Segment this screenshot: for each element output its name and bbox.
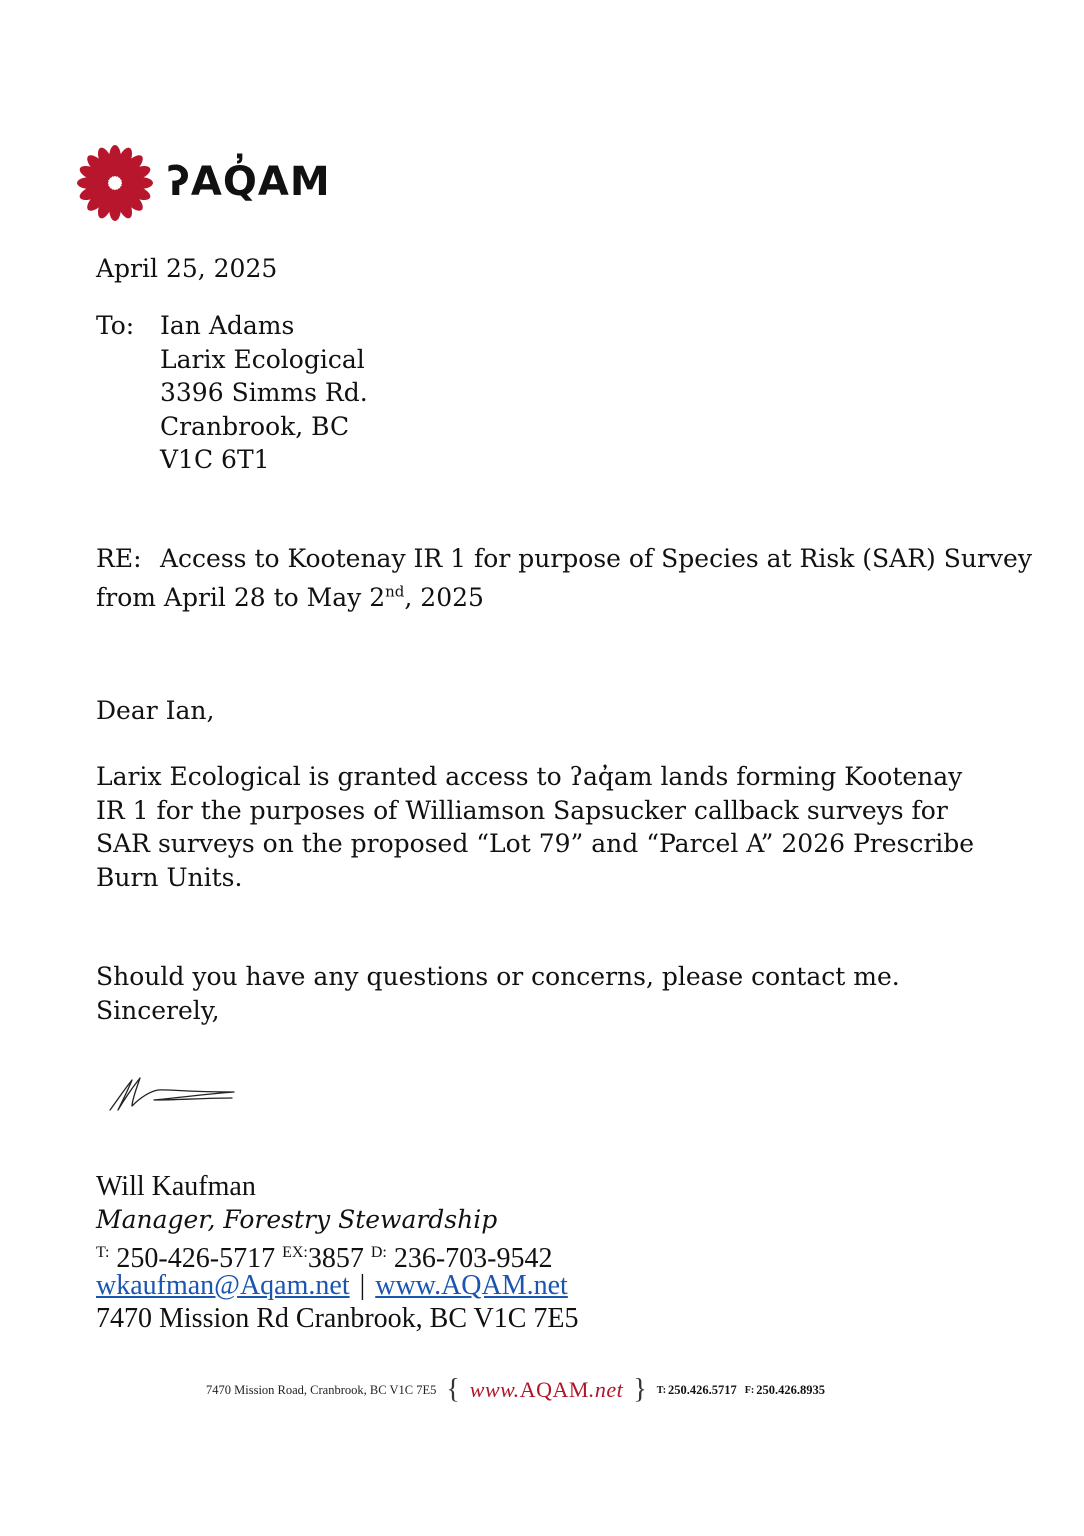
to-label: To: xyxy=(96,311,135,340)
handwritten-signature-icon xyxy=(106,1068,240,1116)
sender-title: Manager, Forestry Stewardship xyxy=(96,1205,498,1234)
recipient-street: 3396 Simms Rd. xyxy=(160,378,368,407)
recipient-city: Cranbrook, BC xyxy=(160,411,350,441)
phone-extension: 3857 xyxy=(307,1243,364,1274)
body-paragraph: Larix Ecological is granted access to ʔaq̓am lands forming Kootenay IR 1 for the purposes of Williamson Sapsucker callback surveys for SAR surveys on the proposed “Lot 79” and “Parcel A” 2026 Prescribe Burn Units. xyxy=(96,762,975,892)
footer-website xyxy=(470,1377,624,1403)
phone-label-ex: EX: xyxy=(282,1244,308,1261)
re-label: RE: xyxy=(96,544,142,573)
ordinal-suffix: nd xyxy=(385,582,405,601)
subject-dates: from April 28 to May 2 xyxy=(96,583,386,612)
footer-brace-open: { xyxy=(446,1374,460,1405)
website-link[interactable]: www.AQAM.net xyxy=(375,1270,568,1301)
phone-direct: 236-703-9542 xyxy=(393,1243,553,1274)
recipient-name: Ian Adams xyxy=(160,311,295,340)
closing-question: Should you have any questions or concerns, please contact me. xyxy=(96,962,900,991)
phone-main: 250-426-5717 xyxy=(116,1243,276,1274)
footer-web-prefix: www. xyxy=(469,1377,520,1402)
footer-fax-label: F: xyxy=(744,1384,755,1396)
subject-line-1: Access to Kootenay IR 1 for purpose of Species at Risk (SAR) Survey xyxy=(160,544,1032,573)
brand-wordmark: ʔAQ̓AM xyxy=(167,159,331,205)
phone-label-d: D: xyxy=(370,1244,387,1261)
subject-line-2 xyxy=(96,581,484,615)
sender-name: Will Kaufman xyxy=(96,1171,256,1202)
letterhead-footer xyxy=(206,1372,866,1408)
link-separator: | xyxy=(359,1270,366,1301)
footer-tel-label: T: xyxy=(656,1384,667,1396)
closing-sincerely: Sincerely, xyxy=(96,995,220,1025)
closing xyxy=(96,960,900,1027)
footer-web-suffix: .net xyxy=(588,1377,624,1402)
footer-address: 7470 Mission Road, Cranbrook, BC V1C 7E5 xyxy=(206,1382,437,1397)
recipient-company: Larix Ecological xyxy=(160,344,365,374)
sender-links xyxy=(96,1270,568,1302)
salutation: Dear Ian, xyxy=(96,696,215,725)
letter-date: April 25, 2025 xyxy=(96,254,278,283)
email-link[interactable]: wkaufman@Aqam.net xyxy=(96,1270,350,1301)
footer-brace-close: } xyxy=(633,1374,647,1405)
footer-web-main: AQAM xyxy=(519,1377,589,1402)
recipient-postal: V1C 6T1 xyxy=(160,445,270,474)
subject-year: , 2025 xyxy=(404,583,484,612)
footer-fax: 250.426.8935 xyxy=(756,1382,825,1397)
sender-address: 7470 Mission Rd Cranbrook, BC V1C 7E5 xyxy=(96,1303,579,1334)
footer-tel: 250.426.5717 xyxy=(668,1382,737,1397)
recipient-address xyxy=(160,309,368,477)
flower-logo-icon xyxy=(75,143,155,223)
phone-label-t: T: xyxy=(96,1244,110,1261)
